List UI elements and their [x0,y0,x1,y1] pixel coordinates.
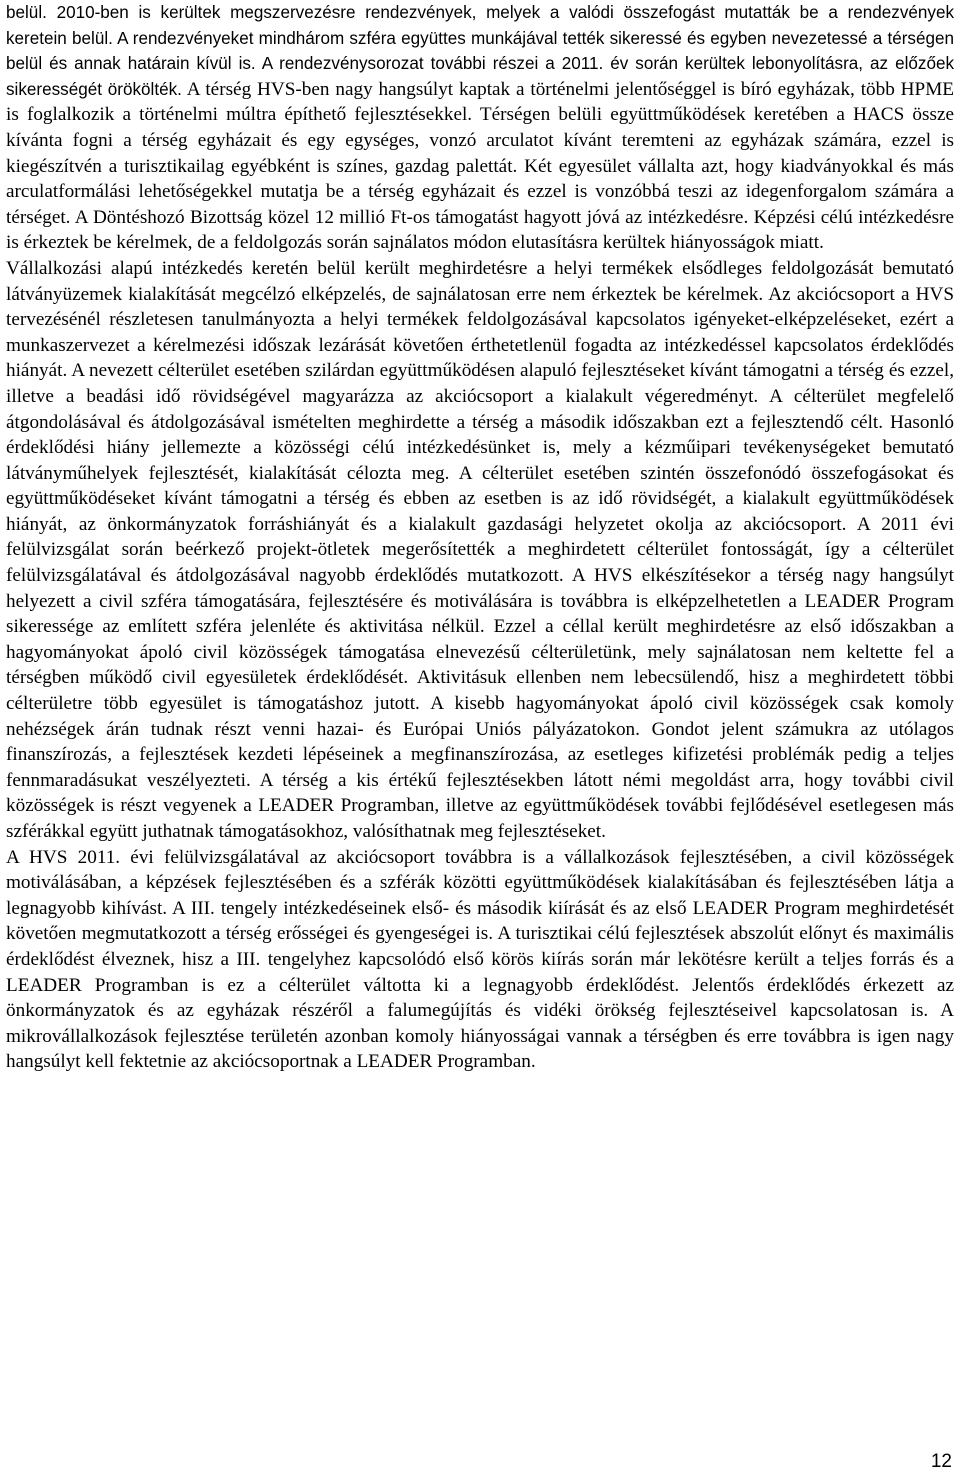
page-number: 12 [930,1451,952,1472]
document-body [6,0,954,1075]
paragraph-1 [6,0,954,256]
paragraph-3-text: A HVS 2011. évi felülvizsgálatával az akciócsoport továbbra is a vállalkozások fejlesztésében, a civil közösségek motiválásában, a képzések fejlesztésében és a szférák közötti együttműködések kialakításában és fejlesztésében látja a legnagyobb kihívást. A III. tengely intézkedéseinek első- és második kiírását és az első LEADER Program meghirdetését követően megmutatkozott a térség erősségei és gyengeségei is. A turisztikai célú fejlesztések abszolút előnyt és maximális érdeklődést élveznek, hisz a III. tengelyhez kapcsolódó első körös kiírás során már lekötésre került a teljes forrás és a LEADER Programban is ez a célterület váltotta ki a legnagyobb érdeklődést. Jelentős érdeklődés érkezett az önkormányzatok és az egyházak részéről a falumegújítás és vidéki örökség fejlesztéseivel kapcsolatosan is. A mikrovállalkozások fejlesztése területén azonban komoly hiányosságai vannak a térségben és erre továbbra is igen nagy hangsúlyt kell fektetnie az akciócsoportnak a LEADER Programban. [6,846,954,1073]
paragraph-1-text: A térség HVS-ben nagy hangsúlyt kaptak a történelmi jelentőséggel is bíró egyházak, több HPME is foglalkozik a történelmi múltra építhető fejlesztésekkel. Térségen belüli együttműködések keretében a HACS össze kívánta fogni a térség egyházait és egy egységes, vonzó arculatot kívánt teremteni az egyházak számára, ezzel is kiegészítvén a turisztikailag egyébként is színes, gazdag palettát. Két egyesület vállalta azt, hogy kiadványokkal és más arculatformálási lehetőségekkel mutatja be a térség egyházait és ezzel is vonzóbbá teszi az idegenforgalom számára a térséget. A Döntéshozó Bizottság közel 12 millió Ft-os támogatást hagyott jóvá az intézkedésre. Képzési célú intézkedésre is érkeztek be kérelmek, de a feldolgozás során sajnálatos módon elutasításra kerültek hiányosságok miatt. [6,78,954,254]
paragraph-1-sans-lead: belül. 2010-ben is kerültek megszervezésre rendezvények, melyek a valódi összefogást mutatták be a rendezvények keretein belül. A rendezvényeket mindhárom szféra együttes munkájával tették sikeressé és egyben nevezetessé a térségen belül és annak határain kívül is. A rendezvénysorozat további részei a 2011. év során kerültek lebonyolításra, az előzőek sikerességét örökölték. [6,3,954,99]
paragraph-2-text: Vállalkozási alapú intézkedés keretén belül került meghirdetésre a helyi termékek elsődleges feldolgozását bemutató látványüzemek kialakítását megcélzó elképzelés, de sajnálatosan erre nem érkeztek be kérelmek. Az akciócsoport a HVS tervezésénél részletesen tanulmányozta a helyi termékek feldolgozásával kapcsolatos igényeket-elképzeléseket, ezért a munkaszervezet a kérelmezési időszak lezárását követően érthetetlenül fogadta az intézkedéssel kapcsolatos érdeklődés hiányát. A nevezett célterület esetében szilárdan együttműködésen alapuló fejlesztéseket kívánt támogatni a térség és ezzel, illetve a beadási idő rövidségével magyarázza az akciócsoport a kialakult végeredményt. A célterület megfelelő átgondolásával és átdolgozásával ismételten meghirdette a térség a második időszakban ezt a fejlesztendő célt. Hasonló érdeklődési hiány jellemezte a közösségi célú intézkedésünket is, mely a kézműipari tevékenységeket bemutató látványműhelyek fejlesztését, kialakítását célozta meg. A célterület esetében szintén összefonódó összefogásokat és együttműködéseket kívánt támogatni a térség és ebben az esetben is az idő rövidségét, a kialakult együttműködések hiányát, az önkormányzatok forráshiányát és a kialakult gazdasági helyzetet okolja az akciócsoport. A 2011 évi felülvizsgálat során beérkező projekt-ötletek megerősítették a meghirdetett célterület fontosságát, így a célterület felülvizsgálatával és átdolgozásával nagyobb érdeklődés mutatkozott. A HVS elkészítésekor a térség nagy hangsúlyt helyezett a civil szféra támogatására, fejlesztésére és motiválására is továbbra is elképzelhetetlen a LEADER Program sikeressége az említett szféra jelenléte és aktivitása nélkül. Ezzel a céllal került meghirdetésre az első időszakban a hagyományokat ápoló civil közösségek támogatása elnevezésű célterületünk, mely sajnálatosan nem keltette fel a térségben működő civil egyesületek érdeklődését. Aktivitásuk ellenben nem lebecsülendő, hisz a meghirdetett többi célterületre több egyesület is támogatáshoz jutott. A kisebb hagyományokat ápoló civil közösségek csak komoly nehézségek árán tudnak részt venni hazai- és Európai Uniós pályázatokon. Gondot jelent számukra az utólagos finanszírozás, a fejlesztések kezdeti lépéseinek a megfinanszírozása, az esetleges kifizetési problémák pedig a teljes fennmaradásukat veszélyezteti. A térség a kis értékű fejlesztésekben látott némi megoldást arra, hogy további civil közösségek is részt vegyenek a LEADER Programban, illetve az együttműködések további fejlődésével esetlegesen más szférákkal együtt juthatnak támogatásokhoz, valósíthatnak meg fejlesztéseket. [6,257,954,842]
paragraph-2 [6,256,954,845]
paragraph-3 [6,845,954,1075]
